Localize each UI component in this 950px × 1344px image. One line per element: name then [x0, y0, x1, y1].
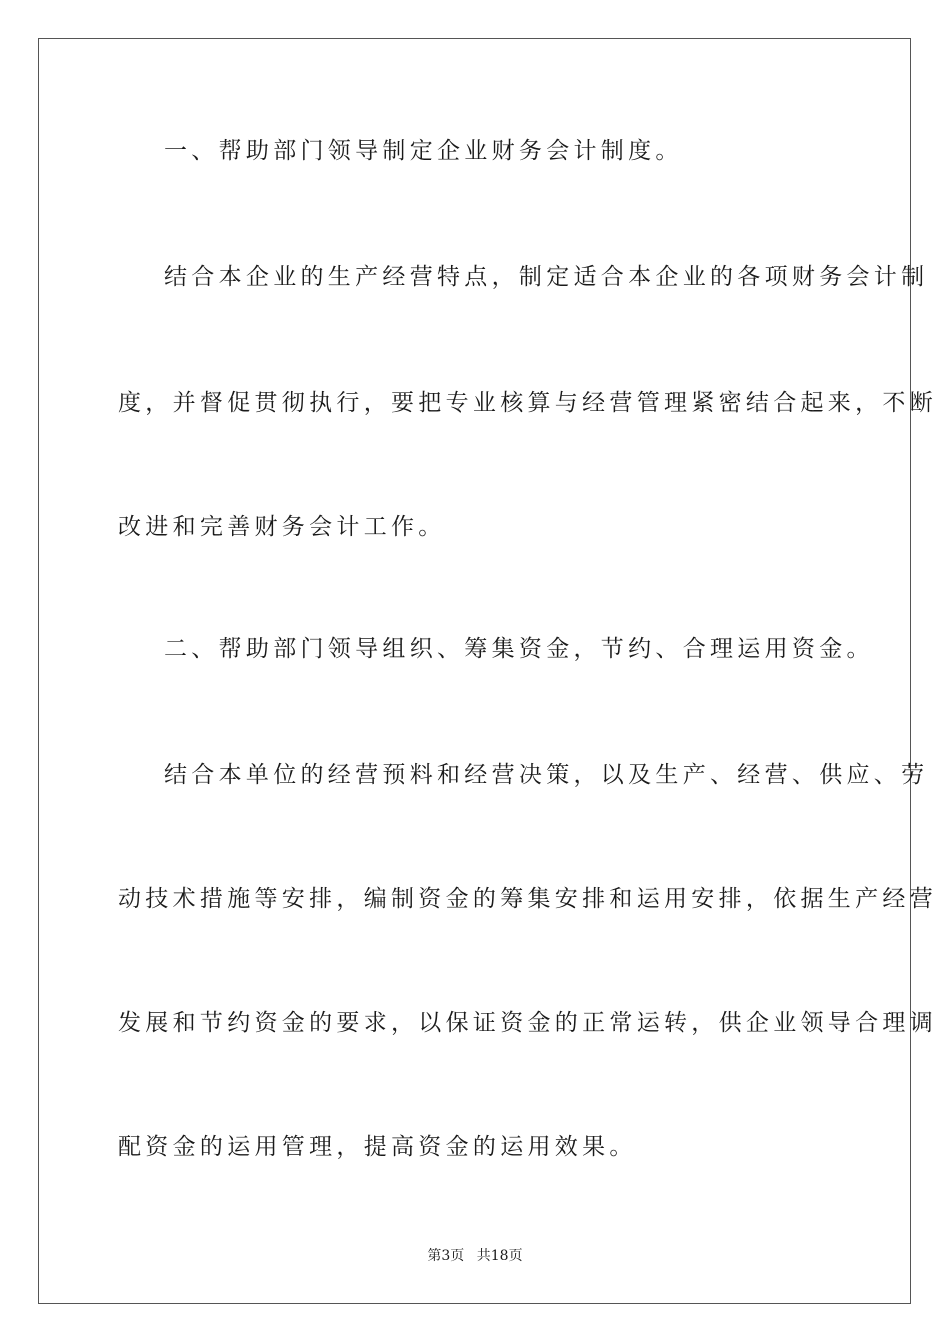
page-number: 第3页 — [427, 1248, 465, 1264]
paragraph-2-line-3: 发展和节约资金的要求，以保证资金的正常运转，供企业领导合理调 — [118, 1010, 937, 1036]
page-total: 共18页 — [476, 1248, 523, 1264]
paragraph-2-line-2: 动技术措施等安排，编制资金的筹集安排和运用安排，依据生产经营 — [118, 886, 937, 912]
paragraph-2-line-1: 结合本单位的经营预料和经营决策，以及生产、经营、供应、劳 — [164, 762, 929, 788]
paragraph-1-line-3: 改进和完善财务会计工作。 — [118, 514, 446, 540]
paragraph-1-line-2: 度，并督促贯彻执行，要把专业核算与经营管理紧密结合起来，不断 — [118, 390, 937, 416]
section-heading-1: 一、帮助部门领导制定企业财务会计制度。 — [164, 138, 683, 164]
paragraph-2-line-4: 配资金的运用管理，提高资金的运用效果。 — [118, 1134, 637, 1160]
page-footer — [0, 1247, 950, 1265]
section-heading-2: 二、帮助部门领导组织、筹集资金，节约、合理运用资金。 — [164, 636, 874, 662]
paragraph-1-line-1: 结合本企业的生产经营特点，制定适合本企业的各项财务会计制 — [164, 264, 929, 290]
page-border — [38, 38, 937, 1304]
